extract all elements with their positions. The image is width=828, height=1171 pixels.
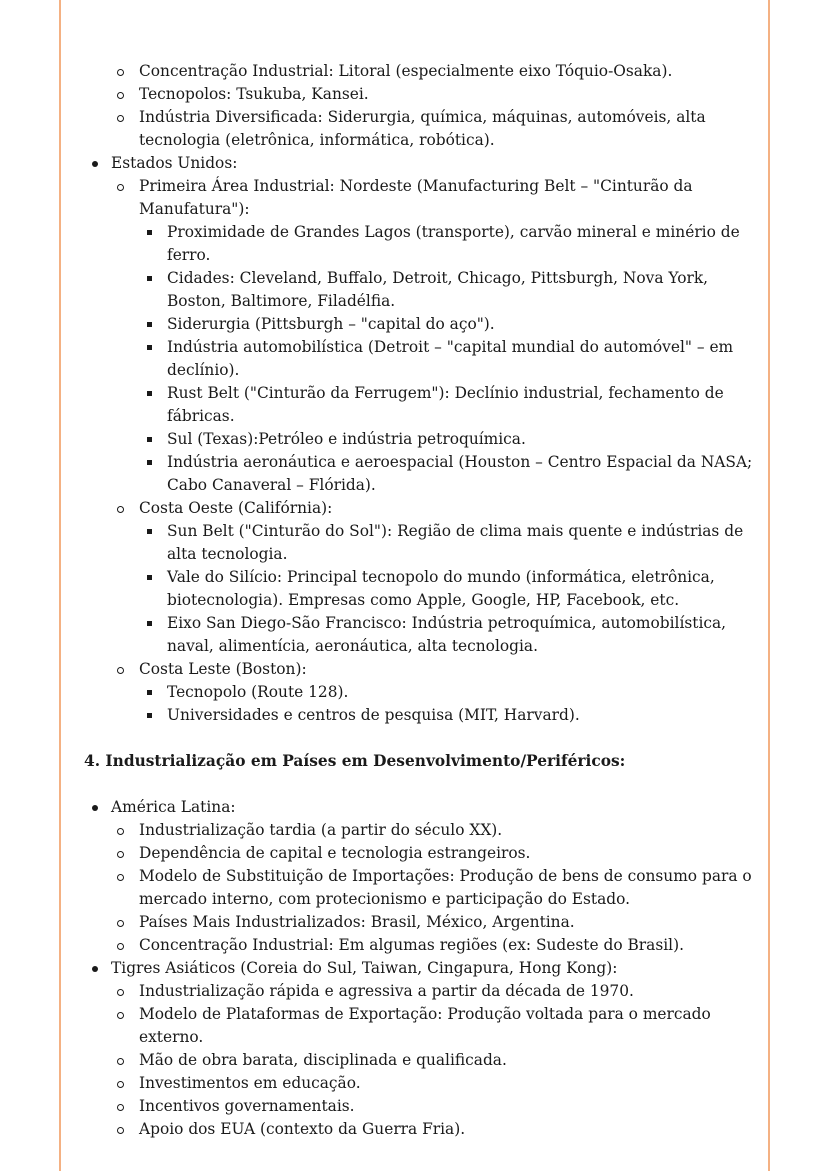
list-item [111,106,754,152]
list-item-text: Eixo San Diego-São Francisco: Indústria petroquímica, automobilística, naval, alimentícia, aeronáutica, alta tecnologia. [167,614,727,655]
list-item [111,819,754,842]
document-content [84,60,754,1141]
square-bullet-icon [147,460,152,465]
east-sublist [139,681,754,727]
list-item-text: Incentivos governamentais. [139,1097,355,1115]
hollow-circle-bullet-icon [117,69,124,76]
page-border-left [59,0,61,1171]
list-item-label: Costa Oeste (Califórnia): [139,499,333,517]
square-bullet-icon [147,529,152,534]
hollow-circle-bullet-icon [117,989,124,996]
list-item-text: Vale do Silício: Principal tecnopolo do mundo (informática, eletrônica, biotecnologia). Empresas como Apple, Google, HP, Facebook, etc. [167,568,715,609]
list-item-text: Indústria automobilística (Detroit – "capital mundial do automóvel" – em declínio). [167,338,734,379]
list-item [139,681,754,704]
list-item-text: Países Mais Industrializados: Brasil, México, Argentina. [139,913,575,931]
list-item [111,934,754,957]
hollow-circle-bullet-icon [117,1058,124,1065]
list-item-text: Sun Belt ("Cinturão do Sol"): Região de clima mais quente e indústrias de alta tecnologia. [167,522,744,563]
list-item-text: Rust Belt ("Cinturão da Ferrugem"): Declínio industrial, fechamento de fábricas. [167,384,724,425]
list-item-text: Modelo de Plataformas de Exportação: Produção voltada para o mercado externo. [139,1005,711,1046]
square-bullet-icon [147,437,152,442]
list-item [139,382,754,428]
list-item-text: Siderurgia (Pittsburgh – "capital do aço"). [167,315,495,333]
square-bullet-icon [147,322,152,327]
list-item-text: Mão de obra barata, disciplinada e qualificada. [139,1051,507,1069]
northeast-sublist [139,221,754,497]
section4-bullet-list [84,796,754,1141]
section-heading: 4. Industrialização em Países em Desenvolvimento/Periféricos: [84,752,626,770]
list-item-label: Estados Unidos: [111,154,238,172]
list-item-east [111,658,754,727]
list-item-text: Concentração Industrial: Litoral (especialmente eixo Tóquio-Osaka). [139,62,673,80]
list-item [139,451,754,497]
list-item-text: Modelo de Substituição de Importações: Produção de bens de consumo para o mercado interno, com protecionismo e participação do Estado. [139,867,752,908]
hollow-circle-bullet-icon [117,851,124,858]
list-item [111,1095,754,1118]
list-item-label: Costa Leste (Boston): [139,660,307,678]
square-bullet-icon [147,713,152,718]
list-item [111,980,754,1003]
disc-bullet-icon [92,161,98,167]
list-item [111,842,754,865]
list-item-text: Indústria Diversificada: Siderurgia, química, máquinas, automóveis, alta tecnologia (eletrônica, informática, robótica). [139,108,706,149]
square-bullet-icon [147,345,152,350]
list-item-label: Tigres Asiáticos (Coreia do Sul, Taiwan, Cingapura, Hong Kong): [111,959,618,977]
list-item-text: Apoio dos EUA (contexto da Guerra Fria). [139,1120,466,1138]
list-item [111,911,754,934]
hollow-circle-bullet-icon [117,874,124,881]
list-item [139,428,754,451]
hollow-circle-bullet-icon [117,828,124,835]
list-item [111,83,754,106]
list-item-label: América Latina: [111,798,236,816]
list-item [139,566,754,612]
square-bullet-icon [147,391,152,396]
list-item-text: Tecnopolos: Tsukuba, Kansei. [139,85,369,103]
list-item-label: Primeira Área Industrial: Nordeste (Manufacturing Belt – "Cinturão da Manufatura"): [139,177,693,218]
list-item [139,520,754,566]
list-item-japan-continuation [84,60,754,152]
square-bullet-icon [147,276,152,281]
hollow-circle-bullet-icon [117,92,124,99]
list-item-latin-america [84,796,754,957]
list-item-west [111,497,754,658]
usa-sublist [111,175,754,727]
hollow-circle-bullet-icon [117,1081,124,1088]
latin-america-sublist [111,819,754,957]
list-item [111,1072,754,1095]
hollow-circle-bullet-icon [117,943,124,950]
list-item [111,865,754,911]
hollow-circle-bullet-icon [117,115,124,122]
list-item [139,313,754,336]
list-item-text: Dependência de capital e tecnologia estrangeiros. [139,844,531,862]
list-item-text: Proximidade de Grandes Lagos (transporte), carvão mineral e minério de ferro. [167,223,740,264]
list-item-text: Universidades e centros de pesquisa (MIT, Harvard). [167,706,580,724]
hollow-circle-bullet-icon [117,184,124,191]
west-sublist [139,520,754,658]
list-item [139,704,754,727]
hollow-circle-bullet-icon [117,667,124,674]
list-item-text: Tecnopolo (Route 128). [167,683,349,701]
list-item [139,221,754,267]
square-bullet-icon [147,575,152,580]
list-item [139,267,754,313]
square-bullet-icon [147,230,152,235]
hollow-circle-bullet-icon [117,506,124,513]
list-item-text: Investimentos em educação. [139,1074,361,1092]
list-item-northeast [111,175,754,497]
list-item [111,60,754,83]
list-item-usa [84,152,754,727]
list-item-text: Indústria aeronáutica e aeroespacial (Houston – Centro Espacial da NASA; Cabo Canaveral – Flórida). [167,453,753,494]
disc-bullet-icon [92,805,98,811]
hollow-circle-bullet-icon [117,920,124,927]
hollow-circle-bullet-icon [117,1127,124,1134]
list-item [111,1003,754,1049]
page-border-right [768,0,770,1171]
disc-bullet-icon [92,966,98,972]
hollow-circle-bullet-icon [117,1012,124,1019]
list-item-text: Sul (Texas):Petróleo e indústria petroquímica. [167,430,526,448]
japan-sublist [111,60,754,152]
list-item [111,1049,754,1072]
square-bullet-icon [147,690,152,695]
list-item [139,336,754,382]
square-bullet-icon [147,621,152,626]
list-item-asian-tigers [84,957,754,1141]
asian-tigers-sublist [111,980,754,1141]
list-item-text: Concentração Industrial: Em algumas regiões (ex: Sudeste do Brasil). [139,936,684,954]
hollow-circle-bullet-icon [117,1104,124,1111]
list-item-text: Industrialização tardia (a partir do século XX). [139,821,503,839]
list-item [111,1118,754,1141]
list-item-text: Industrialização rápida e agressiva a partir da década de 1970. [139,982,634,1000]
list-item [139,612,754,658]
list-item-text: Cidades: Cleveland, Buffalo, Detroit, Chicago, Pittsburgh, Nova York, Boston, Baltimore, Filadélfia. [167,269,709,310]
top-bullet-list [84,60,754,727]
